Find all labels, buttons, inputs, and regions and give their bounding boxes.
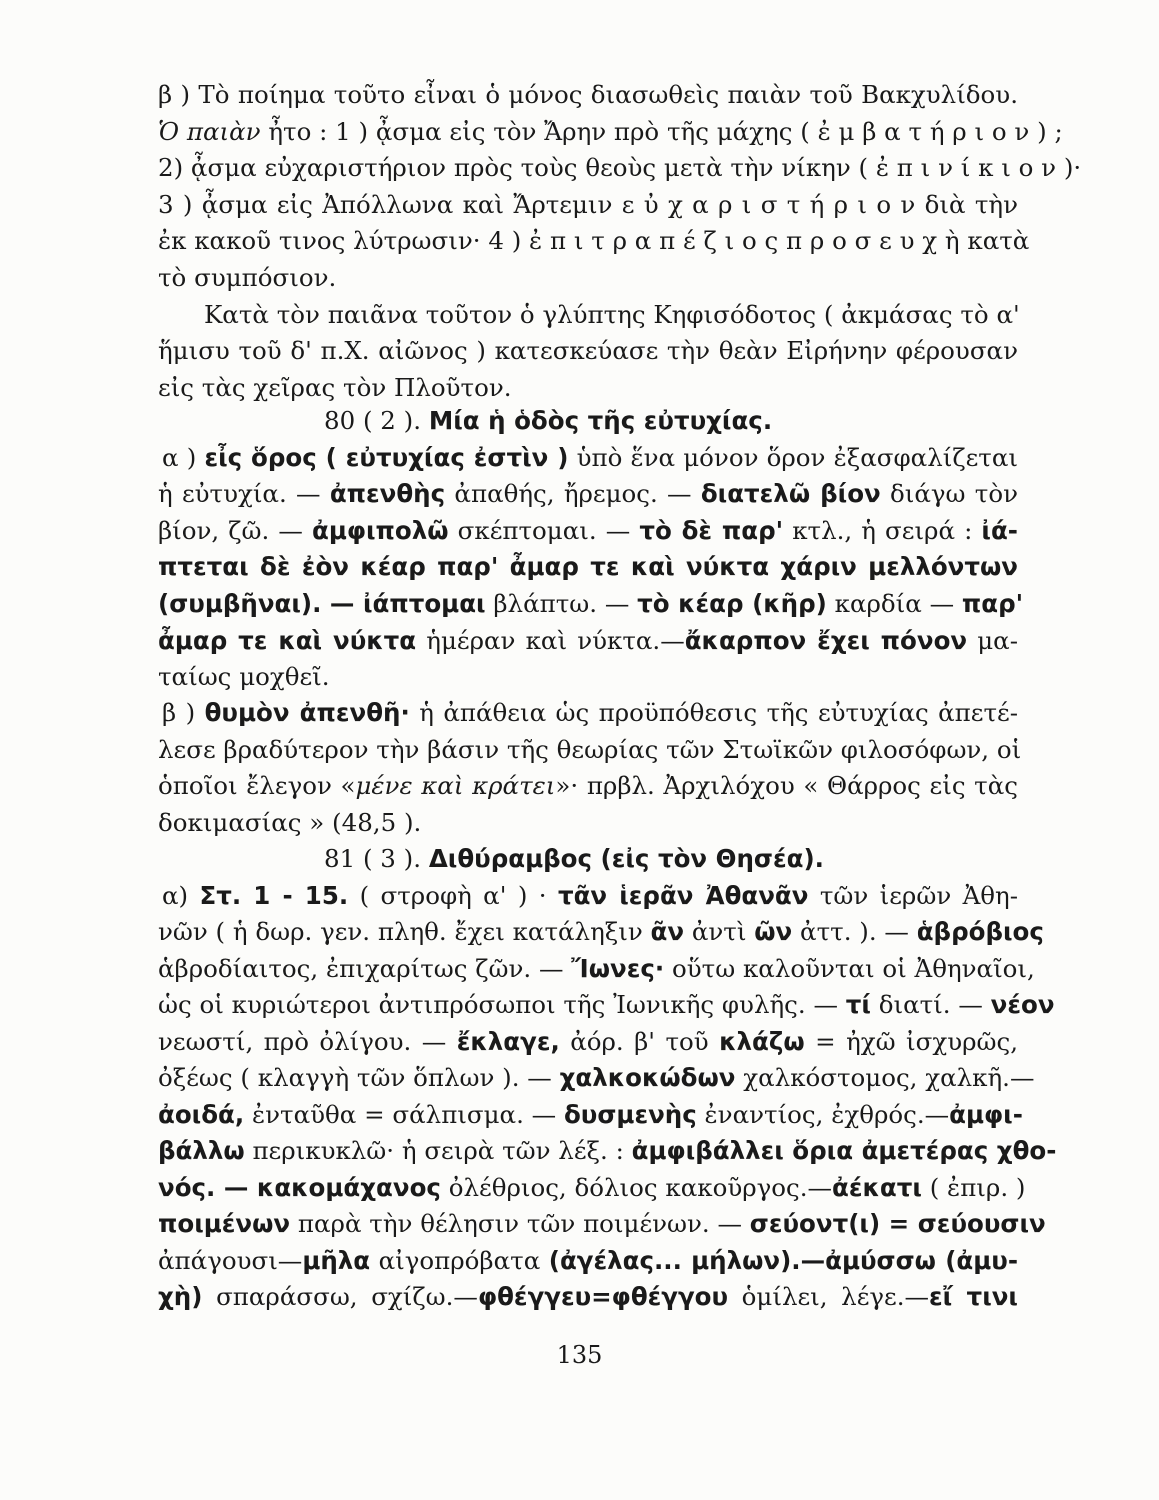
text-segment: κτλ., ἡ σειρά : [783, 516, 982, 545]
text-line [324, 406, 1018, 436]
text-line [158, 1027, 1018, 1057]
text-segment: νῶν ( ἡ δωρ. γεν. πληθ. ἔχει κατάληξιν [158, 917, 651, 946]
bold-term: ἔκλαγε, [456, 1027, 560, 1056]
bold-term: ἄκαρπον ἔχει πόνον [684, 626, 968, 655]
text-segment: β ) Τὸ ποίημα τοῦτο εἶναι ὁ μόνος διασωθεὶς παιὰν τοῦ Βακχυλίδου. [158, 80, 1018, 109]
text-line [204, 300, 1018, 330]
text-line [162, 881, 1018, 911]
bold-term: τᾶν ἱερᾶν Ἀθανᾶν [557, 881, 809, 910]
text-segment: τὸ συμπόσιον. [158, 263, 337, 292]
bold-term: βάλλω [158, 1136, 245, 1165]
text-segment: οὕτω καλοῦνται οἱ Ἀθηναῖοι, [664, 954, 1035, 983]
text-line [162, 443, 1018, 473]
bold-term: ποιμένων [158, 1209, 291, 1238]
text-line [158, 153, 1082, 183]
text-segment: καρδία — [826, 589, 962, 618]
text-line [158, 336, 1018, 366]
text-segment: νεωστί, πρὸ ὀλίγου. — [158, 1027, 457, 1056]
text-line [158, 735, 1022, 765]
text-segment: σπαράσσω, σχίζω.— [202, 1282, 478, 1311]
text-segment: ἡμέραν καὶ νύκτα.— [416, 626, 685, 655]
text-line [162, 698, 1018, 728]
bold-term: νός. — κακομάχανος [158, 1173, 441, 1202]
text-line [158, 1173, 1026, 1203]
text-segment: ( ἐπιρ. ) [921, 1173, 1026, 1202]
italic-text: μένε καὶ κράτει [355, 771, 556, 800]
text-line [158, 1282, 1018, 1312]
text-line [158, 516, 1018, 546]
text-line [158, 771, 1018, 801]
bold-term: δυσμενὴς [563, 1100, 697, 1129]
bold-term: ᾶν [650, 917, 685, 946]
bold-term: θυμὸν ἀπενθῆ· [204, 698, 410, 727]
text-segment: ταίως μοχθεῖ. [158, 662, 330, 691]
text-segment: αἰγοπρόβατα [370, 1246, 549, 1275]
bold-term: φθέγγευ=φθέγγου [477, 1282, 729, 1311]
bold-term: εἴ τινι [929, 1282, 1018, 1311]
text-segment: ἀπάγουσι— [158, 1246, 303, 1275]
text-line [158, 552, 1018, 582]
text-line [158, 1246, 1018, 1276]
page-number: 135 [556, 1341, 603, 1369]
bold-term: τὸ δὲ παρ' [639, 516, 784, 545]
bold-term: μῆλα [302, 1246, 371, 1275]
bold-term: ἀμφιπολῶ [311, 516, 449, 545]
bold-term: τί [845, 990, 871, 1019]
text-segment: μα- [967, 626, 1019, 655]
text-segment: ἀντὶ [684, 917, 755, 946]
bold-term: ἰά- [981, 516, 1018, 545]
text-segment: ἡ ἀπάθεια ὡς προϋπόθεσις τῆς εὐτυχίας ἀπετέ- [409, 698, 1018, 727]
text-segment: »· πρβλ. Ἀρχιλόχου « Θάρρος εἰς τὰς [555, 771, 1019, 800]
text-line [158, 662, 1018, 692]
text-line [158, 1136, 1057, 1166]
bold-term: (ἀγέλας... μήλων).—ἀμύσσω (ἀμυ- [548, 1246, 1018, 1275]
text-line [158, 190, 1018, 220]
bold-term: ἆμαρ τε καὶ νύκτα [158, 626, 417, 655]
text-segment: ὡς οἱ κυριώτεροι ἀντιπρόσωποι τῆς Ἰωνικῆς φυλῆς. — [158, 990, 846, 1019]
text-line [158, 117, 1063, 147]
bold-term: Διθύραμβος (εἰς τὸν Θησέα). [428, 844, 824, 873]
text-segment: 81 ( 3 ). [324, 844, 429, 873]
text-segment: α) [162, 881, 200, 910]
bold-term: σεύοντ(ι) = σεύουσιν [749, 1209, 1046, 1238]
bold-term: τὸ κέαρ (κῆρ) [637, 589, 827, 618]
text-segment: διατί. — [870, 990, 991, 1019]
text-segment: βλάπτω. — [485, 589, 638, 618]
text-segment: παρὰ τὴν θέλησιν τῶν ποιμένων. — [290, 1209, 750, 1238]
text-segment: ὀλέθριος, δόλιος κακοῦργος.— [440, 1173, 833, 1202]
bold-term: νέον [990, 990, 1055, 1019]
text-segment: ὑπὸ ἕνα μόνον ὅρον ἐξασφαλίζεται [568, 443, 1018, 472]
text-segment: χαλκόστομος, χαλκῆ.— [735, 1063, 1035, 1092]
text-segment: λεσε βραδύτερον τὴν βάσιν τῆς θεωρίας τῶν Στωϊκῶν φιλοσόφων, οἱ [158, 735, 1022, 764]
bold-term: ἀμφιβάλλει ὅρια ἀμετέρας χθο- [631, 1136, 1057, 1165]
bold-term: ῶν [754, 917, 793, 946]
text-segment: ἡ εὐτυχία. — [158, 479, 330, 508]
text-line [158, 954, 1035, 984]
bold-term: (συμβῆναι). — ἰάπτομαι [158, 589, 486, 618]
text-segment: α ) [162, 443, 205, 472]
text-line [158, 917, 1044, 947]
text-line [324, 844, 1018, 874]
bold-term: διατελῶ βίον [700, 479, 881, 508]
text-segment: ὁμίλει, λέγε.— [728, 1282, 930, 1311]
bold-term: πτεται δὲ ἐὸν κέαρ παρ' ἆμαρ τε καὶ νύκτα χάριν μελλόντων [158, 552, 1018, 581]
text-segment: σκέπτομαι. — [448, 516, 640, 545]
bold-term: ἁβρόβιος [916, 917, 1044, 946]
text-segment: ὀξέως ( κλαγγὴ τῶν ὅπλων ). — [158, 1063, 560, 1092]
text-segment: τῶν ἱερῶν Ἀθη- [808, 881, 1018, 910]
text-segment: δοκιμασίας » (48,5 ). [158, 808, 422, 837]
text-line [158, 589, 1024, 619]
text-line [158, 263, 1018, 293]
text-line [158, 373, 1018, 403]
bold-term: παρ' [961, 589, 1024, 618]
text-segment: 3 ) ᾆσμα εἰς Ἀπόλλωνα καὶ Ἄρτεμιν ε ὐ χ α ρ ι σ τ ή ρ ι ο ν διὰ τὴν [158, 190, 1018, 219]
bold-term: Ἴωνες· [571, 954, 665, 983]
text-segment: εἰς τὰς χεῖρας τὸν Πλοῦτον. [158, 373, 512, 402]
text-segment: ἀττ. ). — [792, 917, 917, 946]
text-line [158, 479, 1018, 509]
text-line [158, 808, 1018, 838]
italic-text: Ὁ παιὰν [158, 117, 261, 146]
text-segment: ἀόρ. β' τοῦ [559, 1027, 720, 1056]
text-segment: = ἠχῶ ἰσχυρῶς, [804, 1027, 1018, 1056]
bold-term: Στ. 1 - 15. [199, 881, 349, 910]
bold-term: ἀοιδά, [158, 1100, 245, 1129]
text-line [158, 1063, 1035, 1093]
text-segment: 2) ᾆσμα εὐχαριστήριον πρὸς τοὺς θεοὺς μετὰ τὴν νίκην ( ἐ π ι ν ί κ ι ο ν )· [158, 153, 1082, 182]
bold-term: Μία ἡ ὁδὸς τῆς εὐτυχίας. [428, 406, 773, 435]
text-line [158, 226, 1030, 256]
text-segment: ἥμισυ τοῦ δ' π.Χ. αἰῶνος ) κατεσκεύασε τὴν θεὰν Εἰρήνην φέρουσαν [158, 336, 1018, 365]
bold-term: χὴ) [158, 1282, 203, 1311]
text-segment: ἐκ κακοῦ τινος λύτρωσιν· 4 ) ἐ π ι τ ρ α π έ ζ ι ο ς π ρ ο σ ε υ χ ὴ κατὰ [158, 226, 1030, 255]
bold-term: ἀέκατι [832, 1173, 922, 1202]
text-segment: 80 ( 2 ). [324, 406, 429, 435]
text-line [158, 1100, 1023, 1130]
text-segment: ( στροφὴ α' ) · [348, 881, 558, 910]
text-line [158, 990, 1055, 1020]
text-segment: ὁποῖοι ἔλεγον « [158, 771, 356, 800]
text-line [158, 1209, 1046, 1239]
text-segment: ἐνταῦθα = σάλπισμα. — [244, 1100, 564, 1129]
text-segment: ἀπαθής, ἤρεμος. — [445, 479, 701, 508]
text-segment: ἁβροδίαιτος, ἐπιχαρίτως ζῶν. — [158, 954, 572, 983]
bold-term: εἶς ὅρος ( εὐτυχίας ἐστὶν ) [204, 443, 569, 472]
text-segment: βίον, ζῶ. — [158, 516, 312, 545]
text-segment: περικυκλῶ· ἡ σειρὰ τῶν λέξ. : [244, 1136, 632, 1165]
bold-term: ἀμφι- [949, 1100, 1023, 1129]
text-segment: διάγω τὸν [880, 479, 1018, 508]
text-segment: ἦτο : 1 ) ᾆσμα εἰς τὸν Ἄρην πρὸ τῆς μάχης ( ἐ μ β α τ ή ρ ι ο ν ) ; [260, 117, 1063, 146]
bold-term: κλάζω [719, 1027, 805, 1056]
text-line [158, 80, 1018, 110]
text-segment: β ) [162, 698, 205, 727]
text-segment: ἐναντίος, ἐχθρός.— [696, 1100, 950, 1129]
bold-term: χαλκοκώδων [559, 1063, 736, 1092]
text-segment: Κατὰ τὸν παιᾶνα τοῦτον ὁ γλύπτης Κηφισόδοτος ( ἀκμάσας τὸ α' [204, 300, 1020, 329]
bold-term: ἀπενθὴς [329, 479, 446, 508]
text-line [158, 626, 1018, 656]
